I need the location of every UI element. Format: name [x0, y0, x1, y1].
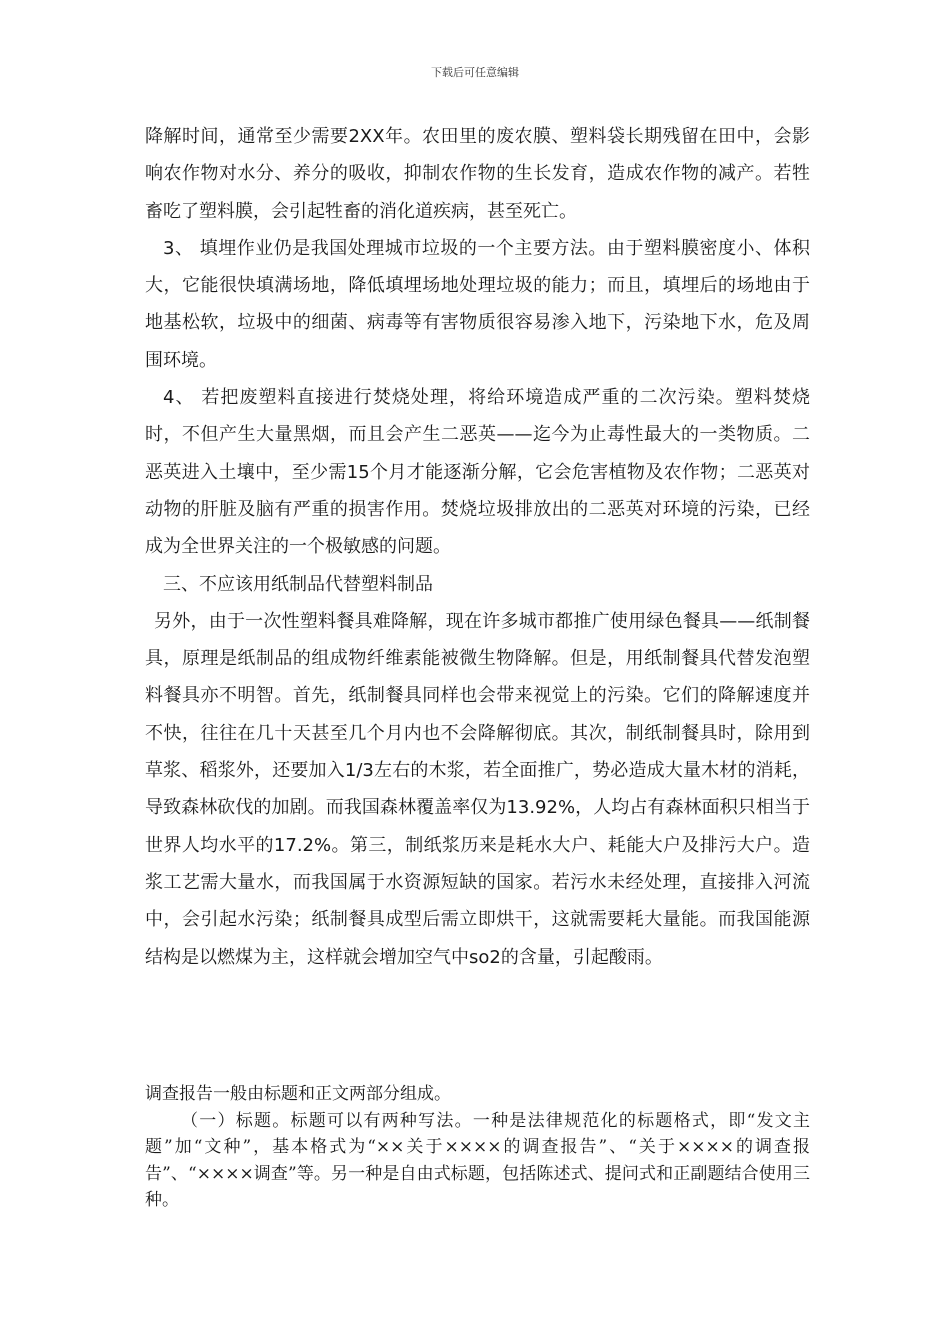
page-header: 下载后可任意编辑 [431, 66, 519, 79]
paragraph-paper-tableware: 另外，由于一次性塑料餐具难降解，现在许多城市都推广使用绿色餐具——纸制餐具，原理是纸制品的组成物纤维素能被微生物降解。但是，用纸制餐具代替发泡塑料餐具亦不明智。首先，纸制餐具同样也会带来视觉上的污染。它们的降解速度并不快，往往在几十天甚至几个月内也不会降解彻底。其次，制纸制餐具时，除用到草浆、稻浆外，还要加入1/3左右的木浆，若全面推广，势必造成大量木材的消耗，导致森林砍伐的加剧。而我国森林覆盖率仅为13.92%，人均占有森林面积只相当于世界人均水平的17.2%。第三，制纸浆历来是耗水大户、耗能大户及排污大户。造浆工艺需大量水，而我国属于水资源短缺的国家。若污水未经处理，直接排入河流中，会引起水污染；纸制餐具成型后需立即烘干，这就需要耗大量能。而我国能源结构是以燃煤为主，这样就会增加空气中so2的含量，引起酸雨。 [145, 610, 810, 968]
report-intro: 调查报告一般由标题和正文两部分组成。 [145, 1084, 451, 1104]
paragraph-incineration: 4、 若把废塑料直接进行焚烧处理，将给环境造成严重的二次污染。塑料焚烧时，不但产生大量黑烟，而且会产生二恶英——迄今为止毒性最大的一类物质。二恶英进入土壤中，至少需15个月才能逐渐分解，它会危害植物及农作物；二恶英对动物的肝脏及脑有严重的损害作用。焚烧垃圾排放出的二恶英对环境的污染，已经成为全世界关注的一个极敏感的问题。 [145, 387, 810, 558]
report-section [145, 1081, 810, 1214]
report-title-section: （一）标题。标题可以有两种写法。一种是法律规范化的标题格式，即“发文主题”加“文种”，基本格式为“××关于××××的调查报告”、“关于××××的调查报告”、“××××调查”等。另一种是自由式标题，包括陈述式、提问式和正副题结合使用三种。 [145, 1110, 810, 1210]
paragraph-landfill: 3、 填埋作业仍是我国处理城市垃圾的一个主要方法。由于塑料膜密度小、体积大，它能很快填满场地，降低填埋场地处理垃圾的能力；而且，填埋后的场地由于地基松软，垃圾中的细菌、病毒等有害物质很容易渗入地下，污染地下水，危及周围环境。 [145, 237, 810, 371]
section-heading-paper-products: 三、不应该用纸制品代替塑料制品 [163, 573, 433, 595]
document-body [145, 118, 810, 976]
paragraph-degradation-time: 降解时间，通常至少需要2XX年。农田里的废农膜、塑料袋长期残留在田中，会影响农作物对水分、养分的吸收，抑制农作物的生长发育，造成农作物的减产。若牲畜吃了塑料膜，会引起牲畜的消化道疾病，甚至死亡。 [145, 126, 810, 222]
